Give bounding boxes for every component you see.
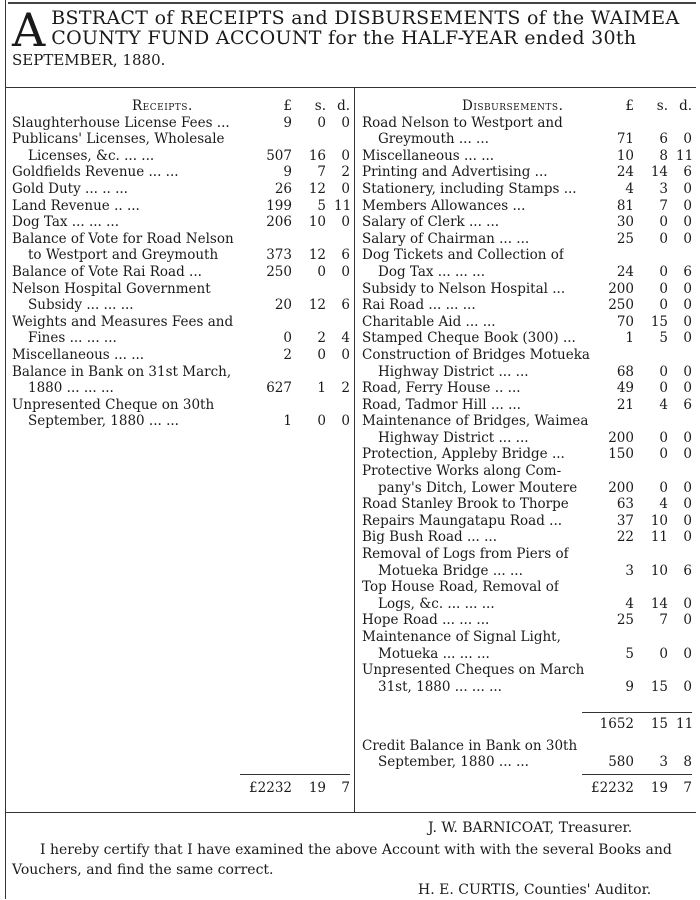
row-label: Members Allowances ...: [362, 197, 526, 214]
row-shillings: 8: [659, 147, 668, 164]
row-pounds: 9: [283, 164, 292, 181]
row-shillings: 1: [317, 380, 326, 397]
top-rule: [8, 2, 696, 4]
disbursements-header: [362, 98, 692, 115]
row-label: Subsidy to Nelson Hospital ...: [362, 280, 566, 297]
row-pounds: 5: [625, 645, 634, 662]
ledger-row: [362, 198, 692, 215]
row-shillings: 12: [308, 180, 326, 197]
ledger-row: [12, 413, 350, 430]
row-shillings: 15: [650, 313, 668, 330]
document-title: [12, 3, 694, 70]
ledger-row: [362, 563, 692, 580]
ledger-row: [12, 198, 350, 215]
row-shillings: 0: [659, 380, 668, 397]
row-pence: 6: [683, 263, 692, 280]
row-label: Big Bush Road ... ...: [362, 529, 498, 546]
ledger-row: [12, 297, 350, 314]
row-pence: 8: [683, 754, 692, 771]
row-label: Salary of Clerk ... ...: [362, 214, 500, 231]
row-label: Road, Ferry House .. ...: [362, 380, 521, 397]
row-pence: 0: [683, 197, 692, 214]
row-pounds: 24: [616, 164, 634, 181]
row-pence: 0: [683, 446, 692, 463]
ledger-row: [362, 397, 692, 414]
row-pounds: 507: [266, 147, 292, 164]
row-label: Top House Road, Removal of: [362, 579, 559, 596]
row-shillings: 3: [659, 754, 668, 771]
row-label: Road Nelson to Westport and: [362, 114, 563, 131]
row-pounds: 9: [283, 114, 292, 131]
row-pounds: 70: [616, 313, 634, 330]
row-pounds: 199: [266, 197, 292, 214]
row-pence: 0: [341, 263, 350, 280]
row-label: Removal of Logs from Piers of: [362, 546, 569, 563]
row-pence: 0: [341, 413, 350, 430]
subtotal-rule: [582, 712, 692, 713]
receipts-total-rule: [240, 774, 350, 775]
row-label: Maintenance of Bridges, Waimea: [362, 413, 589, 430]
row-label: Stationery, including Stamps ...: [362, 180, 577, 197]
row-pounds: 0: [283, 330, 292, 347]
ledger-row: [362, 314, 692, 331]
ledger-row: [362, 463, 692, 480]
row-label: Miscellaneous ... ...: [362, 147, 495, 164]
ledger-row: [12, 281, 350, 298]
row-label: Stamped Cheque Book (300) ...: [362, 330, 576, 347]
row-pounds: 24: [616, 263, 634, 280]
row-pence: 0: [341, 147, 350, 164]
receipts-total-block: [12, 780, 350, 797]
row-pounds: 22: [616, 529, 634, 546]
row-pence: 0: [683, 214, 692, 231]
row-pounds: 250: [266, 263, 292, 280]
row-label: Highway District ... ...: [378, 429, 529, 446]
row-shillings: 10: [650, 562, 668, 579]
row-pence: 0: [683, 429, 692, 446]
ledger-row: [362, 629, 692, 646]
row-pence: 0: [683, 595, 692, 612]
row-pounds: 25: [616, 612, 634, 629]
row-pounds: 1: [283, 413, 292, 430]
row-label: Nelson Hospital Government: [12, 280, 211, 297]
ledger-row: [362, 247, 692, 264]
row-pounds: 2: [283, 346, 292, 363]
row-pounds: 580: [608, 754, 634, 771]
row-pence: 0: [683, 380, 692, 397]
ledger-row: [362, 480, 692, 497]
ledger-row: [12, 231, 350, 248]
row-label: Land Revenue .. ...: [12, 197, 140, 214]
receipts-table: [12, 98, 350, 430]
row-pence: 6: [683, 164, 692, 181]
ledger-row: [362, 164, 692, 181]
row-pounds: 200: [608, 479, 634, 496]
ledger-row: [362, 513, 692, 530]
subtotal-pence: 11: [676, 716, 694, 732]
ledger-row: [362, 646, 692, 663]
row-label: 1880 ... ... ...: [28, 380, 114, 397]
ledger-row: [12, 264, 350, 281]
row-pounds: 10: [616, 147, 634, 164]
row-shillings: 0: [659, 645, 668, 662]
row-pence: 0: [683, 280, 692, 297]
row-pounds: 71: [616, 131, 634, 148]
treasurer-signature: J. W. BARNICOAT, Treasurer.: [428, 820, 633, 836]
row-pounds: 150: [608, 446, 634, 463]
row-pence: 0: [683, 479, 692, 496]
row-pence: 0: [683, 529, 692, 546]
row-label: Publicans' Licenses, Wholesale: [12, 131, 225, 148]
row-label: pany's Ditch, Lower Moutere: [378, 479, 578, 496]
row-pence: 0: [341, 214, 350, 231]
ledger-row: [12, 364, 350, 381]
row-label: Balance of Vote for Road Nelson: [12, 230, 234, 247]
row-shillings: 0: [659, 479, 668, 496]
row-pence: 0: [341, 346, 350, 363]
receipts-total-row: [12, 780, 350, 797]
row-label: Unpresented Cheque on 30th: [12, 396, 215, 413]
ledger-row: [12, 330, 350, 347]
ledger-row: [362, 297, 692, 314]
row-label: Balance in Bank on 31st March,: [12, 363, 232, 380]
row-pence: 2: [341, 380, 350, 397]
row-label: Road, Tadmor Hill ... ...: [362, 396, 521, 413]
row-shillings: 16: [308, 147, 326, 164]
row-shillings: 0: [659, 280, 668, 297]
row-pence: 2: [341, 164, 350, 181]
title-dropcap: A: [12, 3, 46, 57]
ledger-row: [362, 264, 692, 281]
row-label: Motueka ... ... ...: [378, 645, 490, 662]
row-shillings: 0: [659, 214, 668, 231]
ledger-row: [362, 330, 692, 347]
ledger-row: [362, 546, 692, 563]
shillings-heading: s.: [656, 98, 668, 114]
row-pounds: 20: [274, 297, 292, 314]
row-label: Hope Road ... ... ...: [362, 612, 490, 629]
row-pence: 11: [334, 197, 352, 214]
pence-heading: d.: [679, 98, 692, 114]
row-label: September, 1880 ... ...: [378, 754, 529, 771]
ledger-row: [362, 496, 692, 513]
row-label: Gold Duty ... .. ...: [12, 180, 128, 197]
row-label: to Westport and Greymouth: [28, 247, 219, 264]
ledger-row: [362, 231, 692, 248]
receipts-rows: [12, 115, 350, 430]
row-shillings: 14: [650, 164, 668, 181]
row-label: Motueka Bridge ... ...: [378, 562, 523, 579]
ledger-row: [12, 347, 350, 364]
ledger-row: [12, 314, 350, 331]
row-pence: 6: [341, 297, 350, 314]
row-pence: 0: [683, 313, 692, 330]
ledger-row: [362, 281, 692, 298]
row-label: Highway District ... ...: [378, 363, 529, 380]
title-line-1: BSTRACT of RECEIPTS and DISBURSEMENTS of the WAIMEA: [51, 7, 680, 29]
row-label: Road Stanley Brook to Thorpe: [362, 496, 569, 513]
row-label: Protection, Appleby Bridge ...: [362, 446, 565, 463]
row-pence: 0: [683, 131, 692, 148]
row-pence: 0: [683, 297, 692, 314]
row-shillings: 6: [659, 131, 668, 148]
row-pounds: 4: [625, 180, 634, 197]
disbursements-total-rule: [582, 774, 692, 775]
left-border: [5, 0, 6, 899]
row-shillings: 12: [308, 297, 326, 314]
row-shillings: 3: [659, 180, 668, 197]
subtotal-pounds: 1652: [599, 716, 634, 732]
row-pence: 11: [676, 147, 694, 164]
ledger-row: [362, 596, 692, 613]
row-pounds: 1: [625, 330, 634, 347]
row-shillings: 14: [650, 595, 668, 612]
row-pounds: 63: [616, 496, 634, 513]
row-pence: 6: [341, 247, 350, 264]
row-label: Charitable Aid ... ...: [362, 313, 496, 330]
disbursements-total-pence: 7: [683, 780, 692, 796]
row-label: Protective Works along Com-: [362, 463, 562, 480]
row-pounds: 206: [266, 214, 292, 231]
row-label: 31st, 1880 ... ... ...: [378, 678, 502, 695]
row-shillings: 0: [659, 230, 668, 247]
row-pence: 0: [341, 180, 350, 197]
ledger-row: [362, 579, 692, 596]
disbursements-rows: [362, 115, 692, 696]
ledger-row: [362, 380, 692, 397]
row-pounds: 26: [274, 180, 292, 197]
row-shillings: 0: [659, 429, 668, 446]
row-label: Licenses, &c. ... ...: [28, 147, 155, 164]
row-pounds: 250: [608, 297, 634, 314]
row-shillings: 11: [650, 529, 668, 546]
row-pence: 0: [683, 363, 692, 380]
ledger-row: [362, 115, 692, 132]
row-pence: 0: [683, 330, 692, 347]
row-shillings: 10: [308, 214, 326, 231]
row-pounds: 49: [616, 380, 634, 397]
ledger-row: [362, 446, 692, 463]
row-shillings: 5: [317, 197, 326, 214]
title-line-2: COUNTY FUND ACCOUNT for the HALF-YEAR ended 30th: [51, 27, 637, 49]
row-label: Printing and Advertising ...: [362, 164, 548, 181]
row-pence: 0: [683, 180, 692, 197]
row-shillings: 7: [659, 197, 668, 214]
subtotal-shillings: 15: [650, 716, 668, 732]
ledger-row: [362, 214, 692, 231]
disbursements-heading: Disbursements.: [462, 98, 564, 114]
ledger-row: [12, 164, 350, 181]
disbursements-table: [362, 98, 692, 695]
row-pounds: 37: [616, 512, 634, 529]
row-label: Subsidy ... ... ...: [28, 297, 134, 314]
row-shillings: 0: [659, 297, 668, 314]
ledger-row: [362, 148, 692, 165]
ledger-row: [362, 738, 692, 755]
row-pounds: 21: [616, 396, 634, 413]
row-label: Credit Balance in Bank on 30th: [362, 737, 578, 754]
ledger-row: [362, 679, 692, 696]
row-label: Repairs Maungatapu Road ...: [362, 512, 563, 529]
ledger-row: [362, 430, 692, 447]
row-pounds: 627: [266, 380, 292, 397]
balance-rows: [362, 738, 692, 771]
row-label: Construction of Bridges Motueka: [362, 346, 590, 363]
row-shillings: 0: [659, 363, 668, 380]
row-shillings: 4: [659, 396, 668, 413]
row-shillings: 7: [317, 164, 326, 181]
row-pence: 0: [683, 645, 692, 662]
ledger-row: [12, 247, 350, 264]
row-shillings: 0: [659, 263, 668, 280]
row-pounds: 25: [616, 230, 634, 247]
row-label: Maintenance of Signal Light,: [362, 629, 561, 645]
ledger-row: [362, 364, 692, 381]
pounds-heading: £: [283, 98, 292, 114]
header-rule: [5, 87, 696, 88]
auditor-signature: H. E. CURTIS, Counties' Auditor.: [418, 882, 652, 898]
row-label: Greymouth ... ...: [378, 131, 489, 148]
row-shillings: 10: [650, 512, 668, 529]
ledger-row: [362, 754, 692, 771]
row-shillings: 0: [317, 114, 326, 131]
row-label: Balance of Vote Rai Road ...: [12, 263, 202, 280]
row-pounds: 373: [266, 247, 292, 264]
row-pence: 0: [683, 612, 692, 629]
row-label: Fines ... ... ...: [28, 330, 117, 347]
row-shillings: 15: [650, 678, 668, 695]
ledger-row: [12, 397, 350, 414]
title-line-3: SEPTEMBER, 1880.: [12, 51, 166, 69]
ledger-row: [362, 181, 692, 198]
ledger-row: [362, 612, 692, 629]
ledger-row: [362, 131, 692, 148]
disbursements-total-shillings: 19: [650, 780, 668, 796]
pounds-heading: £: [625, 98, 634, 114]
row-pence: 0: [683, 496, 692, 513]
receipts-total-pence: 7: [341, 780, 350, 796]
row-pounds: 200: [608, 429, 634, 446]
row-shillings: 0: [659, 446, 668, 463]
row-pence: 0: [341, 114, 350, 131]
row-pounds: 68: [616, 363, 634, 380]
disbursements-total-row: [362, 780, 692, 797]
row-label: Slaughterhouse License Fees ...: [12, 114, 230, 131]
row-shillings: 5: [659, 330, 668, 347]
ledger-row: [12, 148, 350, 165]
row-shillings: 2: [317, 330, 326, 347]
ledger-row: [12, 115, 350, 132]
disbursements-total-pounds: £2232: [591, 780, 634, 796]
row-label: Unpresented Cheques on March: [362, 662, 585, 679]
row-pence: 0: [683, 678, 692, 695]
row-shillings: 7: [659, 612, 668, 629]
ledger-row: [12, 380, 350, 397]
row-pence: 6: [683, 396, 692, 413]
disbursements-subtotal-block: [362, 716, 692, 771]
row-label: Dog Tax ... ... ...: [12, 214, 119, 231]
row-label: Goldfields Revenue ... ...: [12, 164, 179, 181]
shillings-heading: s.: [314, 98, 326, 114]
row-pounds: 81: [616, 197, 634, 214]
pence-heading: d.: [337, 98, 350, 114]
row-label: Rai Road ... ... ...: [362, 297, 476, 314]
ledger-row: [12, 214, 350, 231]
row-shillings: 0: [317, 413, 326, 430]
row-label: Dog Tickets and Collection of: [362, 247, 564, 264]
receipts-total-pounds: £2232: [249, 780, 292, 796]
disbursements-total-block: [362, 780, 692, 797]
ledger-row: [362, 662, 692, 679]
row-label: Logs, &c. ... ... ...: [378, 595, 495, 612]
row-pence: 0: [683, 512, 692, 529]
row-pounds: 30: [616, 214, 634, 231]
ledger-row: [362, 413, 692, 430]
row-pounds: 9: [625, 678, 634, 695]
row-pence: 6: [683, 562, 692, 579]
ledger-row: [362, 347, 692, 364]
row-pence: 0: [683, 230, 692, 247]
row-pounds: 4: [625, 595, 634, 612]
row-pounds: 200: [608, 280, 634, 297]
footer-rule: [5, 812, 696, 813]
disbursements-subtotal-row: [362, 716, 692, 733]
row-shillings: 0: [317, 263, 326, 280]
row-label: Miscellaneous ... ...: [12, 346, 145, 363]
row-pence: 4: [341, 330, 350, 347]
row-label: September, 1880 ... ...: [28, 413, 179, 430]
certification-text: I hereby certify that I have examined the above Account with with the several Books and Vouchers, and find the same correct.: [12, 842, 672, 878]
row-label: Dog Tax ... ... ...: [378, 263, 485, 280]
ledger-row: [362, 529, 692, 546]
row-pounds: 3: [625, 562, 634, 579]
ledger-row: [12, 131, 350, 148]
receipts-total-shillings: 19: [308, 780, 326, 796]
row-shillings: 4: [659, 496, 668, 513]
column-separator: [354, 88, 355, 812]
receipts-header: [12, 98, 350, 115]
row-label: Salary of Chairman ... ...: [362, 230, 530, 247]
ledger-row: [12, 181, 350, 198]
row-label: Weights and Measures Fees and: [12, 313, 234, 330]
row-shillings: 12: [308, 247, 326, 264]
receipts-heading: Receipts.: [132, 98, 193, 114]
row-shillings: 0: [317, 346, 326, 363]
